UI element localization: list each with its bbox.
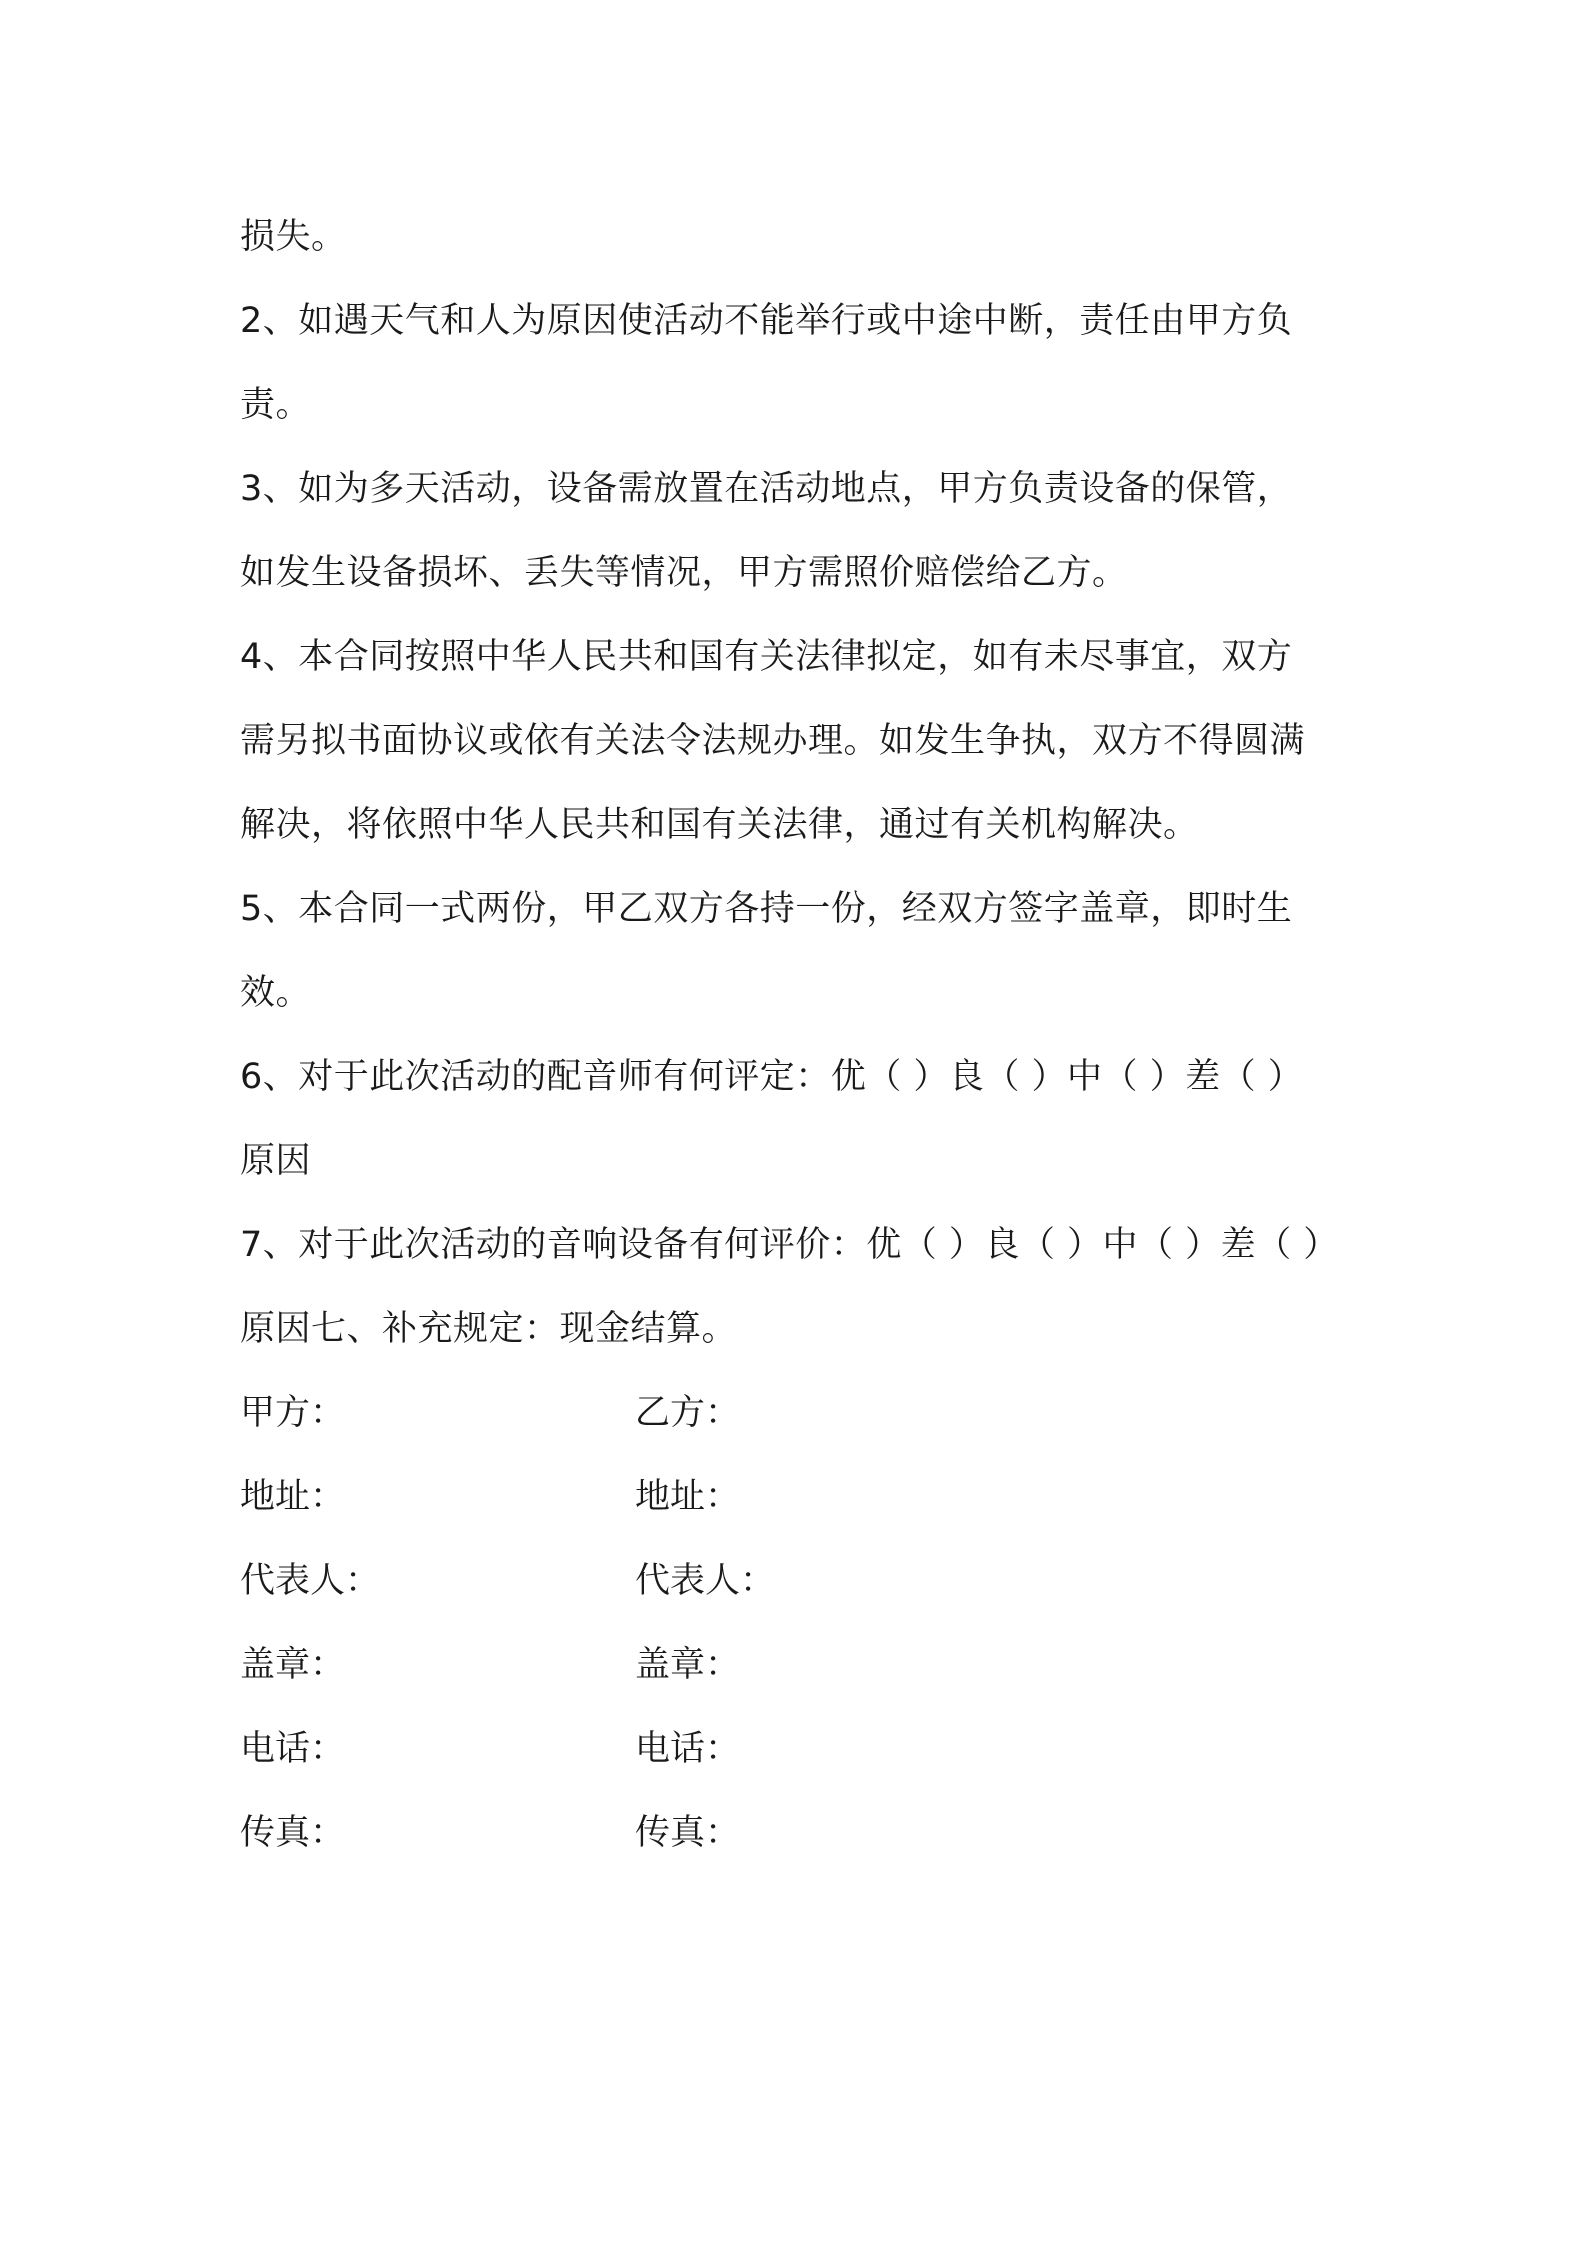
party-a-seal-label: 盖章： bbox=[240, 1645, 346, 1685]
text-line: 损失。 bbox=[240, 217, 347, 257]
clause-3-line-1: 3、如为多天活动，设备需放置在活动地点，甲方负责设备的保管， bbox=[240, 469, 1293, 509]
clause-5-line-1: 5、本合同一式两份，甲乙双方各持一份，经双方签字盖章，即时生 bbox=[240, 889, 1293, 929]
clause-4-line-3: 解决，将依照中华人民共和国有关法律，通过有关机构解决。 bbox=[240, 805, 1199, 845]
contract-body bbox=[240, 195, 1370, 1875]
party-b-seal-label: 盖章： bbox=[635, 1645, 741, 1685]
clause-2-line-1: 2、如遇天气和人为原因使活动不能举行或中途中断，责任由甲方负 bbox=[240, 301, 1293, 341]
clause-4-line-1: 4、本合同按照中华人民共和国有关法律拟定，如有未尽事宜，双方 bbox=[240, 637, 1293, 677]
clause-7-line-2: 原因七、补充规定：现金结算。 bbox=[240, 1309, 738, 1349]
signature-row-fax bbox=[240, 1791, 1370, 1875]
signature-row-representative bbox=[240, 1539, 1370, 1623]
party-b-label: 乙方： bbox=[635, 1393, 741, 1433]
clause-5-line-2: 效。 bbox=[240, 973, 312, 1013]
signature-row-party bbox=[240, 1371, 1370, 1455]
clause-7-line-1: 7、对于此次活动的音响设备有何评价：优（ ）良（ ）中（ ）差（ ） bbox=[240, 1225, 1339, 1265]
clause-3-line-2: 如发生设备损坏、丢失等情况，甲方需照价赔偿给乙方。 bbox=[240, 553, 1128, 593]
signature-row-phone bbox=[240, 1707, 1370, 1791]
clause-6-line-1: 6、对于此次活动的配音师有何评定：优（ ）良（ ）中（ ）差（ ） bbox=[240, 1057, 1304, 1097]
clause-6-line-2: 原因 bbox=[240, 1141, 312, 1181]
signature-row-address bbox=[240, 1455, 1370, 1539]
clause-4-line-2: 需另拟书面协议或依有关法令法规办理。如发生争执，双方不得圆满 bbox=[240, 721, 1306, 761]
signature-block bbox=[240, 1371, 1370, 1875]
party-b-fax-label: 传真： bbox=[635, 1813, 741, 1853]
party-a-phone-label: 电话： bbox=[240, 1729, 346, 1769]
signature-row-seal bbox=[240, 1623, 1370, 1707]
party-a-label: 甲方： bbox=[240, 1393, 346, 1433]
party-a-fax-label: 传真： bbox=[240, 1813, 346, 1853]
clause-2-line-2: 责。 bbox=[240, 385, 312, 425]
party-b-phone-label: 电话： bbox=[635, 1729, 741, 1769]
party-a-representative-label: 代表人： bbox=[240, 1561, 381, 1601]
party-b-representative-label: 代表人： bbox=[635, 1561, 776, 1601]
party-b-address-label: 地址： bbox=[635, 1477, 741, 1517]
party-a-address-label: 地址： bbox=[240, 1477, 346, 1517]
